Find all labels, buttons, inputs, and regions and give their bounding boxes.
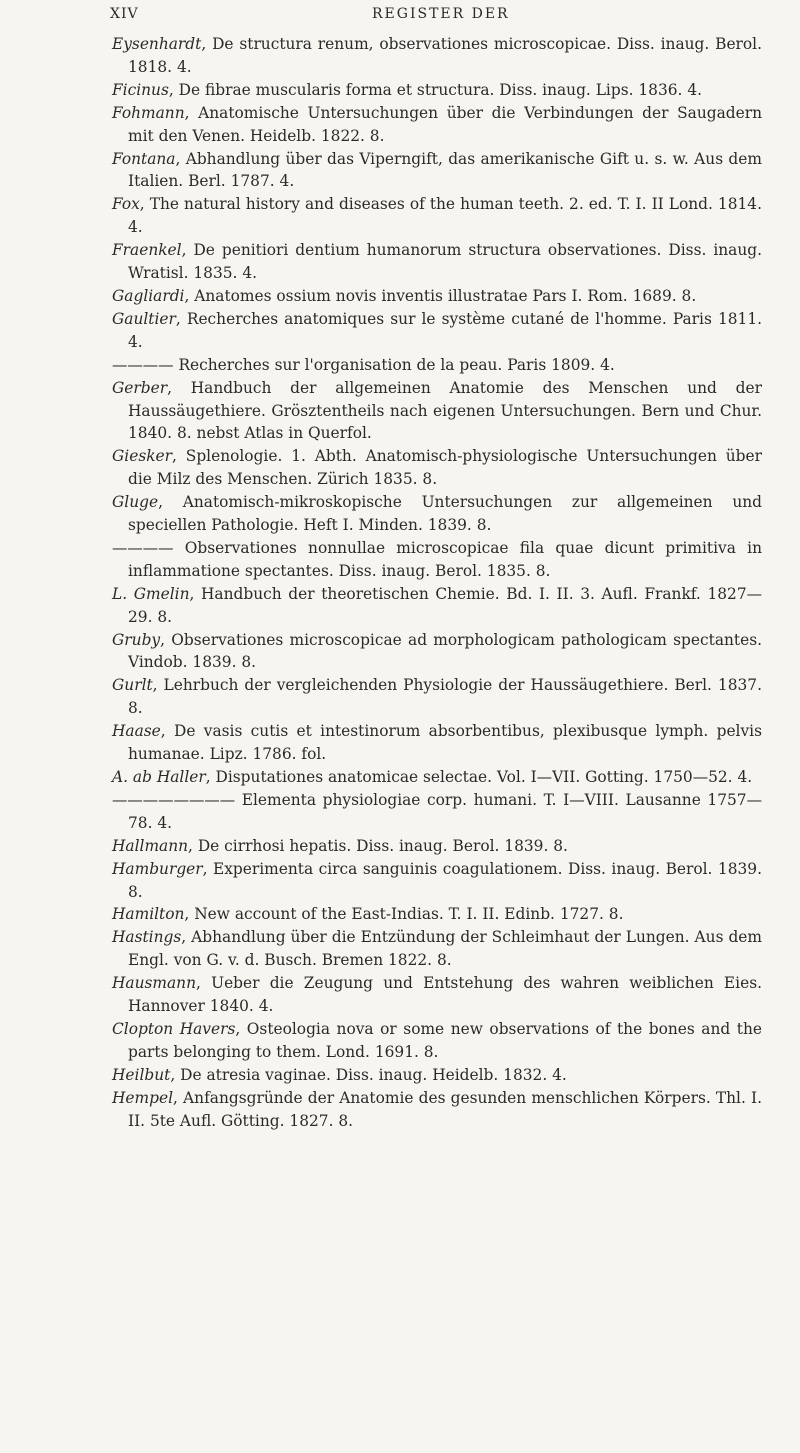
register-entry	[112, 377, 762, 446]
register-entry	[112, 285, 762, 308]
page-number: XIV	[110, 6, 139, 22]
entry-author: Gurlt	[112, 676, 153, 695]
entry-text: , De vasis cutis et intestinorum absorbentibus, plexibusque lymph. pelvis humanae. Lipz. 1786. fol.	[128, 722, 762, 764]
entry-text: , Abhandlung über das Viperngift, das amerikanische Gift u. s. w. Aus dem Italien. Berl. 1787. 4.	[128, 149, 762, 191]
register-entry	[112, 903, 762, 926]
register-entry	[112, 491, 762, 537]
register-entry	[112, 629, 762, 675]
entry-author: Haase	[112, 722, 161, 741]
register-entry	[112, 972, 762, 1018]
register-entry	[112, 445, 762, 491]
entry-author: A. ab Haller	[112, 768, 206, 786]
entry-text: , Anfangsgründe der Anatomie des gesunden menschlichen Körpers. Thl. I. II. 5te Aufl. Götting. 1827. 8.	[128, 1088, 762, 1130]
entry-text: , Osteologia nova or some new observations of the bones and the parts belonging to them. Lond. 1691. 8.	[128, 1019, 762, 1061]
entry-text: , Experimenta circa sanguinis coagulationem. Diss. inaug. Berol. 1839. 8.	[128, 859, 762, 901]
register-entry	[112, 720, 762, 766]
register-entry	[112, 674, 762, 720]
entry-author: Hastings	[112, 928, 182, 947]
register-entry	[112, 102, 762, 148]
entry-author: Eysenhardt	[112, 35, 202, 53]
entry-author: Gagliardi	[112, 286, 185, 305]
entry-author: Fontana	[112, 149, 176, 168]
entry-text: , Anatomes ossium novis inventis illustratae Pars I. Rom. 1689. 8.	[184, 286, 697, 305]
entry-text: Recherches sur l'organisation de la peau. Paris 1809. 4.	[173, 355, 615, 374]
entry-text: , De fibrae muscularis forma et structura. Diss. inaug. Lips. 1836. 4.	[168, 80, 703, 99]
register-entries	[112, 33, 762, 1133]
entry-text: , Ueber die Zeugung und Entstehung des wahren weiblichen Eies. Hannover 1840. 4.	[128, 974, 762, 1016]
register-entry	[112, 858, 762, 904]
ditto-dash: ————	[112, 355, 174, 374]
entry-text: , De cirrhosi hepatis. Diss. inaug. Berol. 1839. 8.	[188, 836, 568, 855]
entry-text: , De atresia vaginae. Diss. inaug. Heidelb. 1832. 4.	[170, 1065, 567, 1084]
register-entry	[112, 583, 762, 629]
register-entry	[112, 835, 762, 858]
entry-author: Fraenkel	[112, 241, 182, 260]
entry-text: , New account of the East-Indias. T. I. II. Edinb. 1727. 8.	[184, 905, 624, 924]
entry-author: Hamilton	[112, 905, 185, 924]
register-entry	[112, 926, 762, 972]
entry-author: Gerber	[112, 378, 168, 397]
register-entry	[112, 239, 762, 285]
register-entry	[112, 308, 762, 354]
entry-author: Ficinus	[112, 80, 169, 99]
entry-author: Heilbut	[112, 1065, 171, 1084]
entry-text: , Disputationes anatomicae selectae. Vol. I—VII. Gotting. 1750—52. 4.	[205, 768, 753, 786]
ditto-dash: ————	[112, 538, 174, 557]
page-header	[110, 6, 750, 28]
entry-author: Gruby	[112, 630, 161, 649]
register-entry	[112, 193, 762, 239]
entry-text: , Recherches anatomiques sur le système cutané de l'homme. Paris 1811. 4.	[128, 309, 762, 351]
entry-text: , The natural history and diseases of the human teeth. 2. ed. T. I. II Lond. 1814. 4.	[128, 195, 762, 237]
entry-author: Hausmann	[112, 974, 197, 993]
entry-author: Clopton Havers	[112, 1019, 236, 1038]
entry-text: , Anatomische Untersuchungen über die Verbindungen der Saugadern mit den Venen. Heidelb. 1822. 8.	[128, 103, 762, 145]
register-entry	[112, 1018, 762, 1064]
register-entry	[112, 354, 762, 377]
register-entry	[112, 79, 762, 102]
register-entry	[112, 1087, 762, 1133]
entry-author: Hamburger	[112, 859, 203, 878]
entry-text: , Handbuch der theoretischen Chemie. Bd. I. II. 3. Aufl. Frankf. 1827—29. 8.	[128, 584, 763, 626]
entry-author: Giesker	[112, 447, 173, 466]
entry-text: , Anatomisch-mikroskopische Untersuchungen zur allgemeinen und speciellen Pathologie. Heft I. Minden. 1839. 8.	[128, 493, 762, 535]
entry-author: Fohmann	[112, 103, 185, 122]
entry-text: , De structura renum, observationes microscopicae. Diss. inaug. Berol. 1818. 4.	[128, 35, 762, 76]
ditto-dash: ————————	[112, 790, 236, 809]
entry-text: , Handbuch der allgemeinen Anatomie des Menschen und der Haussäugethiere. Grösztentheils nach eigenen Untersuchungen. Bern und Chur. 1840. 8. nebst Atlas in Querfol.	[128, 378, 762, 443]
entry-author: Gaultier	[112, 309, 176, 328]
register-entry	[112, 33, 762, 79]
entry-author: Gluge	[112, 493, 159, 512]
register-entry	[112, 789, 762, 835]
entry-text: , De penitiori dentium humanorum structura observationes. Diss. inaug. Wratisl. 1835. 4.	[128, 241, 762, 283]
entry-text: , Lehrbuch der vergleichenden Physiologie der Haussäugethiere. Berl. 1837. 8.	[128, 676, 762, 718]
entry-text: Observationes nonnullae microscopicae fila quae dicunt primitiva in inflammatione spectantes. Diss. inaug. Berol. 1835. 8.	[128, 538, 762, 580]
entry-text: , Abhandlung über die Entzündung der Schleimhaut der Lungen. Aus dem Engl. von G. v. d. Busch. Bremen 1822. 8.	[128, 928, 762, 970]
register-entry	[112, 766, 762, 789]
entry-text: , Splenologie. 1. Abth. Anatomisch-physiologische Untersuchungen über die Milz des Menschen. Zürich 1835. 8.	[128, 447, 762, 489]
register-entry	[112, 148, 762, 194]
entry-author: L. Gmelin	[112, 584, 190, 603]
entry-author: Fox	[112, 195, 140, 214]
register-entry	[112, 537, 762, 583]
entry-author: Hallmann	[112, 836, 189, 855]
entry-text: Elementa physiologiae corp. humani. T. I—VIII. Lausanne 1757—78. 4.	[128, 790, 762, 832]
entry-author: Hempel	[112, 1088, 174, 1107]
register-entry	[112, 1064, 762, 1087]
running-title: REGISTER DER	[372, 6, 510, 22]
entry-text: , Observationes microscopicae ad morphologicam pathologicam spectantes. Vindob. 1839. 8.	[128, 630, 762, 672]
